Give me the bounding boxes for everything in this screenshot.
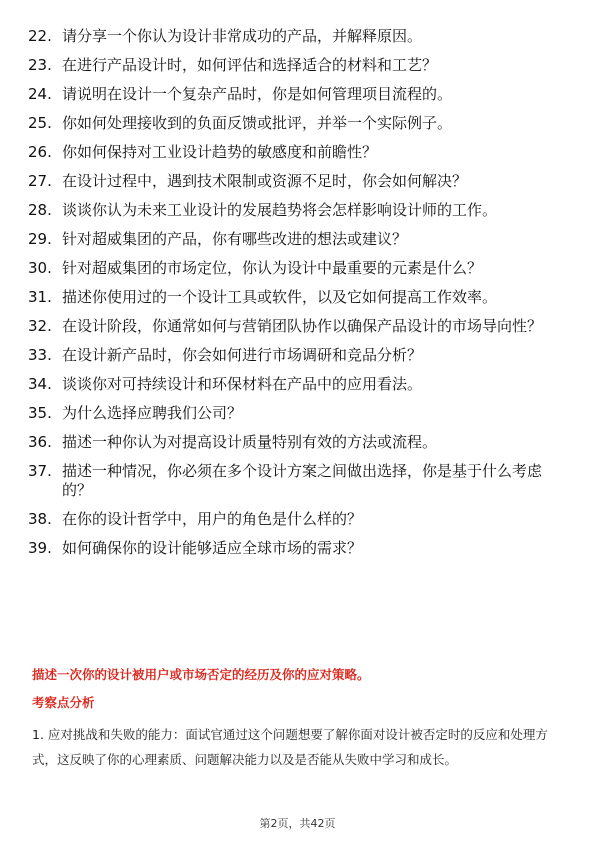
- question-item: [28, 143, 568, 162]
- analysis-subtitle: 考察点分析: [32, 695, 95, 710]
- analysis-section: [32, 666, 562, 772]
- question-number: 23.: [28, 56, 52, 74]
- question-number: 39.: [28, 539, 52, 557]
- question-text: 你如何保持对工业设计趋势的敏感度和前瞻性？: [62, 143, 378, 161]
- question-number: 36.: [28, 433, 52, 451]
- question-text: 描述一种你认为对提高设计质量特别有效的方法或流程。: [62, 433, 438, 451]
- question-number: 37.: [28, 462, 52, 480]
- question-text: 谈谈你对可持续设计和环保材料在产品中的应用看法。: [62, 375, 423, 393]
- question-text: 如何确保你的设计能够适应全球市场的需求？: [62, 539, 363, 557]
- question-number: 26.: [28, 143, 52, 161]
- question-text: 你如何处理接收到的负面反馈或批评，并举一个实际例子。: [62, 114, 453, 132]
- question-number: 32.: [28, 317, 52, 335]
- highlight-question-title: 描述一次你的设计被用户或市场否定的经历及你的应对策略。: [32, 667, 370, 682]
- question-text: 针对超威集团的产品，你有哪些改进的想法或建议？: [62, 230, 408, 248]
- question-item: [28, 462, 568, 500]
- question-item: [28, 510, 568, 529]
- question-item: [28, 259, 568, 278]
- question-text: 描述你使用过的一个设计工具或软件，以及它如何提高工作效率。: [62, 288, 498, 306]
- page-footer: 第2页，共42页: [259, 817, 336, 830]
- question-number: 28.: [28, 201, 52, 219]
- question-text: 针对超威集团的市场定位，你认为设计中最重要的元素是什么？: [62, 259, 483, 277]
- question-text: 请说明在设计一个复杂产品时，你是如何管理项目流程的。: [62, 85, 453, 103]
- question-text: 在你的设计哲学中，用户的角色是什么样的？: [62, 510, 363, 528]
- question-item: [28, 230, 568, 249]
- question-number: 24.: [28, 85, 52, 103]
- question-number: 35.: [28, 404, 52, 422]
- question-number: 38.: [28, 510, 52, 528]
- question-number: 31.: [28, 288, 52, 306]
- question-number: 27.: [28, 172, 52, 190]
- question-item: [28, 375, 568, 394]
- question-number: 34.: [28, 375, 52, 393]
- question-number: 30.: [28, 259, 52, 277]
- question-number: 22.: [28, 27, 52, 45]
- question-item: [28, 201, 568, 220]
- question-item: [28, 288, 568, 307]
- question-item: [28, 56, 568, 75]
- question-item: [28, 85, 568, 104]
- question-text: 为什么选择应聘我们公司？: [62, 404, 243, 422]
- question-text: 谈谈你认为未来工业设计的发展趋势将会怎样影响设计师的工作。: [62, 201, 498, 219]
- question-item: [28, 404, 568, 423]
- question-number: 25.: [28, 114, 52, 132]
- question-text: 请分享一个你认为设计非常成功的产品，并解释原因。: [62, 27, 423, 45]
- question-item: [28, 317, 568, 336]
- question-text: 在设计过程中，遇到技术限制或资源不足时，你会如何解决？: [62, 172, 468, 190]
- question-item: [28, 539, 568, 558]
- question-item: [28, 433, 568, 452]
- question-text: 在设计阶段，你通常如何与营销团队协作以确保产品设计的市场导向性？: [62, 317, 543, 335]
- question-item: [28, 27, 568, 46]
- question-number: 33.: [28, 346, 52, 364]
- question-list: [28, 27, 568, 568]
- question-item: [28, 172, 568, 191]
- question-text: 在设计新产品时，你会如何进行市场调研和竞品分析？: [62, 346, 423, 364]
- question-text: 描述一种情况，你必须在多个设计方案之间做出选择，你是基于什么考虑的？: [62, 462, 543, 499]
- question-number: 29.: [28, 230, 52, 248]
- analysis-paragraph: 1. 应对挑战和失败的能力：面试官通过这个问题想要了解你面对设计被否定时的反应和处理方式，这反映了你的心理素质、问题解决能力以及是否能从失败中学习和成长。: [32, 727, 548, 767]
- question-item: [28, 346, 568, 365]
- question-item: [28, 114, 568, 133]
- question-text: 在进行产品设计时，如何评估和选择适合的材料和工艺？: [62, 56, 438, 74]
